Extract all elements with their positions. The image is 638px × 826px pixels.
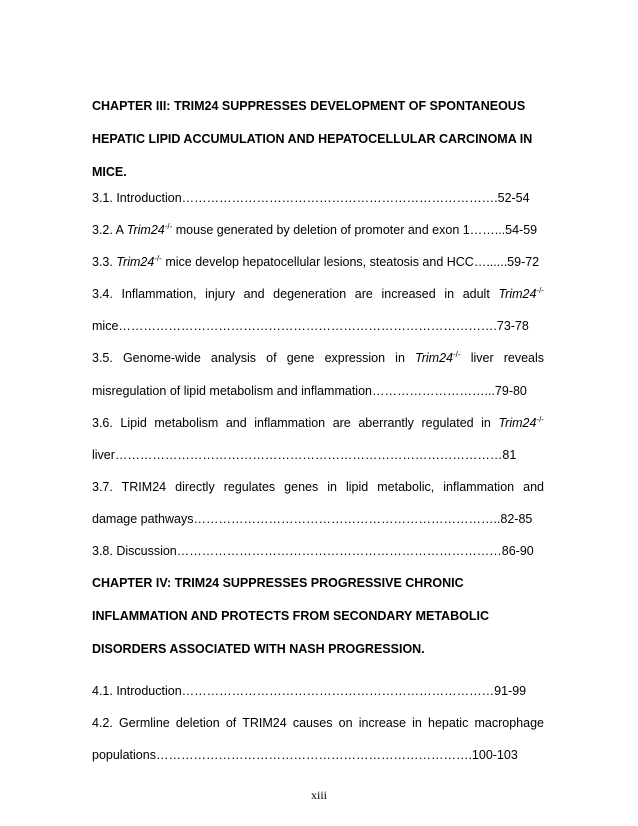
toc-entry-3-6-text: 3.6. Lipid metabolism and inflammation are aberrantly regulated in	[92, 416, 491, 430]
gene-name: Trim24	[498, 287, 537, 301]
toc-entry-4-1[interactable]: 4.1. Introduction…………………………………………………………………91-99	[92, 684, 527, 698]
toc-entry-3-5-line-1[interactable]	[92, 350, 544, 366]
toc-entry-3-6-line-1[interactable]	[92, 415, 544, 431]
toc-entry-4-2-line-1[interactable]: 4.2. Germline deletion of TRIM24 causes on increase in hepatic macrophage	[92, 716, 544, 730]
gene-superscript: -/-	[536, 286, 544, 295]
toc-entry-3-5-text-end: liver reveals	[470, 351, 545, 365]
toc-entry-3-5-text: 3.5. Genome-wide analysis of gene expression in	[92, 351, 405, 365]
gene-name: Trim24	[116, 255, 155, 269]
gene-superscript: -/-	[536, 415, 544, 424]
chapter-4-title-line-2: INFLAMMATION AND PROTECTS FROM SECONDARY METABOLIC	[92, 609, 489, 623]
gene-superscript: -/-	[154, 254, 162, 263]
chapter-3-title-line-1: CHAPTER III: TRIM24 SUPPRESSES DEVELOPMENT OF SPONTANEOUS	[92, 99, 526, 113]
toc-entry-3-3[interactable]	[92, 254, 544, 270]
toc-entry-3-7-line-2[interactable]: damage pathways………………………………………………………………..82-85	[92, 512, 533, 526]
toc-entry-3-5-line-2[interactable]: misregulation of lipid metabolism and inflammation………………………...79-80	[92, 384, 527, 398]
gene-name: Trim24	[126, 223, 165, 237]
toc-entry-3-7-line-1[interactable]: 3.7. TRIM24 directly regulates genes in lipid metabolic, inflammation and	[92, 480, 544, 494]
page-number: xiii	[310, 788, 327, 802]
gene-name: Trim24	[498, 416, 537, 430]
gene-superscript: -/-	[164, 222, 173, 231]
chapter-4-title-line-3: DISORDERS ASSOCIATED WITH NASH PROGRESSION.	[92, 642, 425, 656]
toc-entry-3-4-line-2[interactable]: mice……………………………………………………………………………….73-78	[92, 319, 529, 333]
chapter-4-title-line-1: CHAPTER IV: TRIM24 SUPPRESSES PROGRESSIVE CHRONIC	[92, 576, 464, 590]
gene-superscript: -/-	[453, 350, 461, 359]
toc-entry-3-4-line-1[interactable]	[92, 286, 544, 302]
toc-entry-4-2-line-2[interactable]: populations………………………………………………………………….100-103	[92, 748, 518, 762]
toc-entry-3-3-suffix: mice develop hepatocellular lesions, steatosis and HCC…......59-72	[161, 255, 540, 269]
toc-entry-3-2-prefix: 3.2. A	[92, 223, 127, 237]
chapter-3-title-line-2: HEPATIC LIPID ACCUMULATION AND HEPATOCELLULAR CARCINOMA IN	[92, 132, 533, 146]
toc-entry-3-4-text: 3.4. Inflammation, injury and degeneration are increased in adult	[92, 287, 490, 301]
toc-entry-3-2[interactable]	[92, 222, 544, 238]
toc-entry-3-1[interactable]: 3.1. Introduction………………………………………………………………….52-54	[92, 191, 530, 205]
toc-entry-3-6-line-2[interactable]: liver…………………………………………………………………………………81	[92, 448, 517, 462]
gene-name: Trim24	[415, 351, 453, 365]
toc-entry-3-8[interactable]: 3.8. Discussion……………………………………………………………………86-90	[92, 544, 534, 558]
chapter-3-title-line-3: MICE.	[92, 165, 127, 179]
toc-entry-3-3-prefix: 3.3.	[92, 255, 117, 269]
toc-entry-3-2-suffix: mouse generated by deletion of promoter and exon 1……...54-59	[172, 223, 538, 237]
